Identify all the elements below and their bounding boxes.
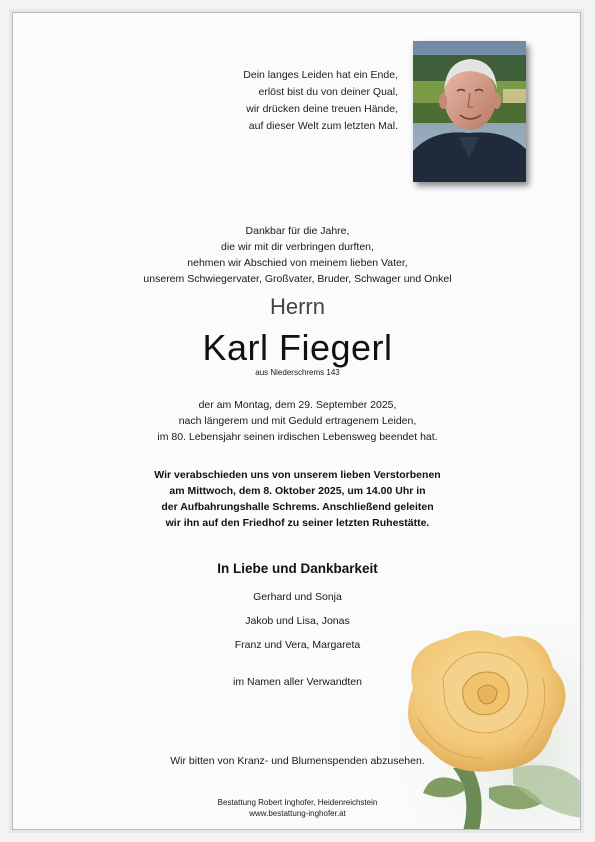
family-member: Jakob und Lisa, Jonas	[245, 615, 350, 627]
funeral-line: der Aufbahrungshalle Schrems. Anschließend geleiten	[161, 501, 434, 513]
funeral-line: Wir verabschieden uns von unserem lieben Verstorbenen	[154, 469, 441, 481]
undertaker-info	[13, 797, 581, 819]
mourners-heading: In Liebe und Dankbarkeit	[217, 561, 378, 576]
intro-line: Dankbar für die Jahre,	[245, 225, 350, 237]
deceased-origin: aus Niederschrems 143	[255, 368, 340, 377]
family-member: Franz und Vera, Margareta	[234, 639, 361, 651]
obituary-card	[12, 12, 581, 830]
funeral-line: wir ihn auf den Friedhof zu seiner letzten Ruhestätte.	[165, 517, 430, 529]
funeral-details	[13, 467, 581, 531]
funeral-line: am Mittwoch, dem 8. Oktober 2025, um 14.00 Uhr in	[169, 485, 426, 497]
death-notice	[13, 397, 581, 445]
intro-line: die wir mit dir verbringen durften,	[221, 241, 374, 253]
death-line: im 80. Lebensjahr seinen irdischen Lebensweg beendet hat.	[157, 431, 438, 443]
verse-line: Dein langes Leiden hat ein Ende,	[243, 69, 398, 81]
death-line: nach längerem und mit Geduld ertragenem Leiden,	[178, 415, 417, 427]
relatives-note: im Namen aller Verwandten	[233, 676, 362, 688]
death-line: der am Montag, dem 29. September 2025,	[198, 399, 397, 411]
deceased-name: Karl Fiegerl	[202, 327, 393, 368]
verse-line: wir drücken deine treuen Hände,	[246, 103, 398, 115]
verse-line: auf dieser Welt zum letzten Mal.	[248, 120, 398, 132]
undertaker-name: Bestattung Robert Inghofer, Heidenreichstein	[217, 798, 378, 807]
flower-donation-request: Wir bitten von Kranz- und Blumenspenden abzusehen.	[170, 755, 425, 767]
intro-line: nehmen wir Abschied von meinem lieben Vater,	[187, 257, 408, 269]
portrait-photo	[413, 41, 526, 182]
memorial-verse	[138, 67, 398, 135]
intro-line: unserem Schwiegervater, Großvater, Bruder, Schwager und Onkel	[143, 273, 452, 285]
farewell-intro	[13, 223, 581, 287]
salutation: Herrn	[269, 294, 325, 319]
verse-line: erlöst bist du von deiner Qual,	[258, 86, 398, 98]
undertaker-website: www.bestattung-inghofer.at	[249, 809, 346, 818]
family-member: Gerhard und Sonja	[253, 591, 342, 603]
